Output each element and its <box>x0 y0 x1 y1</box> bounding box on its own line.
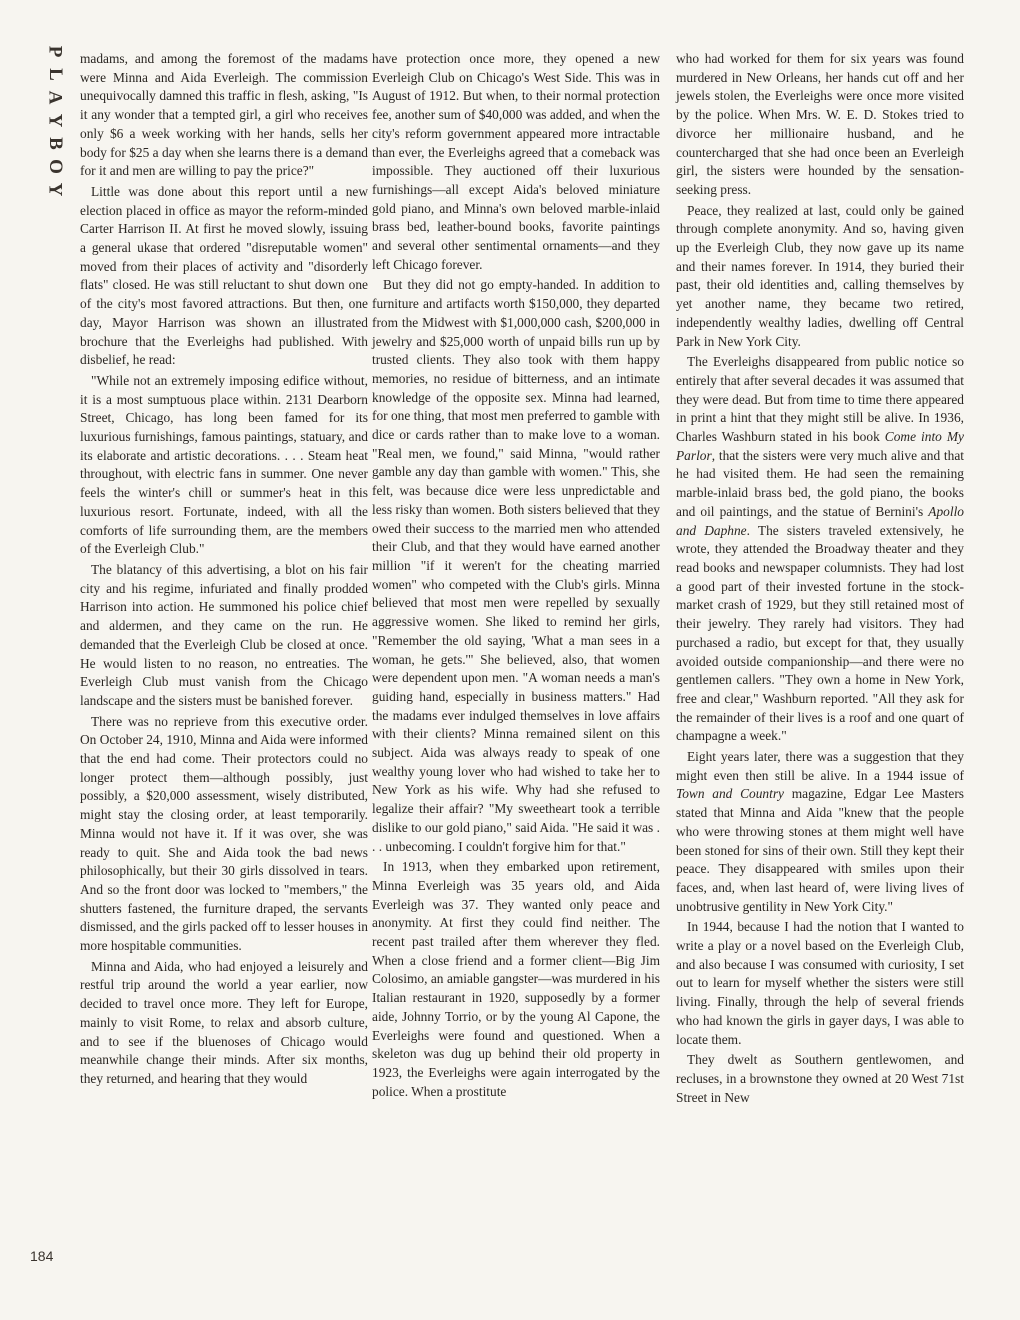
paragraph: In 1913, when they embarked upon retirement, Minna Everleigh was 35 years old, and Aida Everleigh was 37. They wanted only peace and anonymity. At first they could find neither. The recent past trailed after them wherever they fled. When a close friend and a former client—Big Jim Colosimo, an amiable gangster—was murdered in his Italian restaurant in 1920, supposedly by a former aide, Johnny Torrio, or by the young Al Capone, the Everleighs were found and questioned. When a skeleton was dug up behind their old property in 1923, the Everleighs were again interrogated by the police. When a prostitute <box>372 859 660 1099</box>
paragraph: The Everleighs disappeared from public notice so entirely that after several decades it was assumed that they were dead. But from time to time there appeared in print a hint that they might still be alive. In 1936, Charles Washburn stated in his book Come into My Parlor, that the sisters were very much alive and that he had visited them. He had seen the remaining marble-inlaid brass bed, the gold piano, the books and oil paintings, and the statue of Bernini's Apollo and Daphne. The sisters traveled extensively, he wrote, they attended the Broadway theater and they read books and newspaper columnists. They had lost a good part of their invested fortune in the stock-market crash of 1929, but they still retained most of their jewelry. They rarely had visitors. They had purchased a radio, but except for that, they usually avoided outside companionship—and there were no gentlemen callers. "They own a home in New York, free and clear," Washburn reported. "All they ask for the remainder of their lives is a roof and one quart of champagne a week." <box>676 354 964 744</box>
masthead-letter: L <box>44 68 66 81</box>
masthead-letter: P <box>44 45 66 58</box>
text-column-3 <box>676 50 964 1107</box>
paragraph: But they did not go empty-handed. In addition to furniture and artifacts worth $150,000, they departed from the Midwest with $1,000,000 cash, $200,000 in jewelry and $25,000 worth of unpaid bills run up by trusted clients. They also took with them happy memories, no residue of bitterness, and an intimate knowledge of the opposite sex. Minna had learned, for one thing, that most men preferred to gamble with dice or cards rather than to make love to a woman. "Real men, we found," said Minna, "would rather gamble any day than gamble with women." This, she felt, was because dice were less unpredictable and less risky than women. Both sisters believed that they owed their success to the married men who attended their Club, and that they would have earned another million "if it weren't for the cheating married women" who competed with the Club's girls. Minna believed that most men were repelled by sexually aggressive women. She liked to remind her girls, "Remember the old saying, 'What a man sees in a woman, he gets.'" She believed, also, that women were dependent upon men. "A woman needs a man's guiding hand, especially in business matters." Had the madams ever indulged themselves in love affairs with their clients? Minna remained silent on this subject. Aida was always ready to speak of one wealthy young lover who had wished to take her to New York as his wife. Why had she refused to legalize their affair? "My sweetheart took a terrible dislike to our gold piano," said Aida. "He said it was . . . unbecoming. I couldn't forgive him for that." <box>372 277 660 854</box>
paragraph: They dwelt as Southern gentlewomen, and recluses, in a brownstone they owned at 20 West 71st Street in New <box>676 1052 964 1105</box>
masthead-letter: Y <box>44 182 66 197</box>
paragraph: Peace, they realized at last, could only be gained through complete anonymity. And so, having given up the Everleigh Club, they now gave up its name and their names forever. In 1914, they buried their past, their old identities and, calling themselves by yet another name, they became two retired, independently wealthy ladies, dwelling off Central Park in New York City. <box>676 202 964 349</box>
paragraph: have protection once more, they opened a new Everleigh Club on Chicago's West Side. This was in August of 1912. But when, to their normal protection fee, another sum of $40,000 was added, and when the city's reform government appeared more intractable than ever, the Everleighs agreed that a comeback was impossible. They auctioned off their luxurious furnishings—all except Aida's beloved miniature gold piano, and Minna's own beloved marble-inlaid brass bed, leather-bound books, favorite paintings and several other sentimental ornaments—and they left Chicago forever. <box>372 51 660 272</box>
paragraph: There was no reprieve from this executive order. On October 24, 1910, Minna and Aida were informed that the end had come. Their protectors could no longer protect them—although possibly, just possibly, a $20,000 assessment, wisely distributed, might stay the closing order, at least temporarily. Minna would not have it. If it was over, she was ready to quit. She and Aida took the bad news philosophically, but their 30 girls dissolved in tears. And so the front door was locked to "members," the shutters fastened, the furniture draped, the servants dismissed, and the girls packed off to lesser houses in more hospitable communities. <box>80 713 368 954</box>
text-column-2 <box>372 50 660 1101</box>
page-number: 184 <box>30 1248 54 1264</box>
paragraph: Eight years later, there was a suggestion that they might even then still be alive. In a 1944 issue of Town and Country magazine, Edgar Lee Masters stated that Minna and Aida "knew that the people who were throwing stones at them might well have been stoned for sins of their own. Still they kept their peace. They disappeared with smiles upon their faces, and, when last heard of, were living lives of unobtrusive gentility in New York City." <box>676 749 964 914</box>
masthead-letter: A <box>44 90 66 105</box>
paragraph: The blatancy of this advertising, a blot on his fair city and his regime, infuriated and finally prodded Harrison into action. He summoned his police chief and aldermen, and they came on the run. He demanded that the Everleigh Club be closed at once. He would listen to no reason, no entreaties. The Everleigh Club must vanish from the Chicago landscape and the sisters must be banished forever. <box>80 561 368 708</box>
paragraph: Little was done about this report until a new election placed in office as mayor the reform-minded Carter Harrison II. At first he moved slowly, issuing a general ukase that ordered "disreputable women" moved from their places of activity and "disorderly flats" closed. He was still reluctant to shut down one of the city's most favored attractions. But then, one day, Mayor Harrison was shown an illustrated brochure that the Everleighs had published. With disbelief, he read: <box>80 183 368 368</box>
paragraph: Minna and Aida, who had enjoyed a leisurely and restful trip around the world a year earlier, now decided to travel once more. They left for Europe, mainly to visit Rome, to relax and absorb culture, and to see if the bluenoses of Chicago would meanwhile change their minds. After six months, they returned, and hearing that they would <box>80 958 368 1086</box>
paragraph: who had worked for them for six years was found murdered in New Orleans, her hands cut off and her jewels stolen, the Everleighs were once more visited by the police. When Mrs. W. E. D. Stokes tried to divorce her millionaire husband, and he countercharged that she had once been an Everleigh girl, the sisters were hounded by the sensation-seeking press. <box>676 51 964 197</box>
masthead <box>40 40 70 201</box>
paragraph: In 1944, because I had the notion that I wanted to write a play or a novel based on the Everleigh Club, and also because I was consumed with curiosity, I set out to learn for myself whether the sisters were still living. Finally, through the help of several friends who had known the girls in gayer days, I was able to locate them. <box>676 919 964 1047</box>
masthead-letter: O <box>44 159 66 174</box>
masthead-letter: Y <box>44 113 66 128</box>
paragraph: "While not an extremely imposing edifice without, it is a most sumptuous place within. 2131 Dearborn Street, Chicago, has long been famed for its luxurious furnishings, famous paintings, statuary, and its elaborate and artistic decorations. . . . Steam heat throughout, with electric fans in summer. One never feels the winter's chill or summer's heat in this luxurious resort. Fortunate, indeed, with all the comforts of life surrounding them, are the members of the Everleigh Club." <box>80 372 368 557</box>
text-column-1 <box>80 50 368 1089</box>
masthead-letter: B <box>44 137 66 150</box>
paragraph: madams, and among the foremost of the madams were Minna and Aida Everleigh. The commission unequivocally damned this traffic in flesh, asking, "Is it any wonder that a tempted girl, a girl who receives only $6 a week working with her hands, sells her body for $25 a day when she learns there is a demand for it and men are willing to pay the price?" <box>80 51 368 179</box>
